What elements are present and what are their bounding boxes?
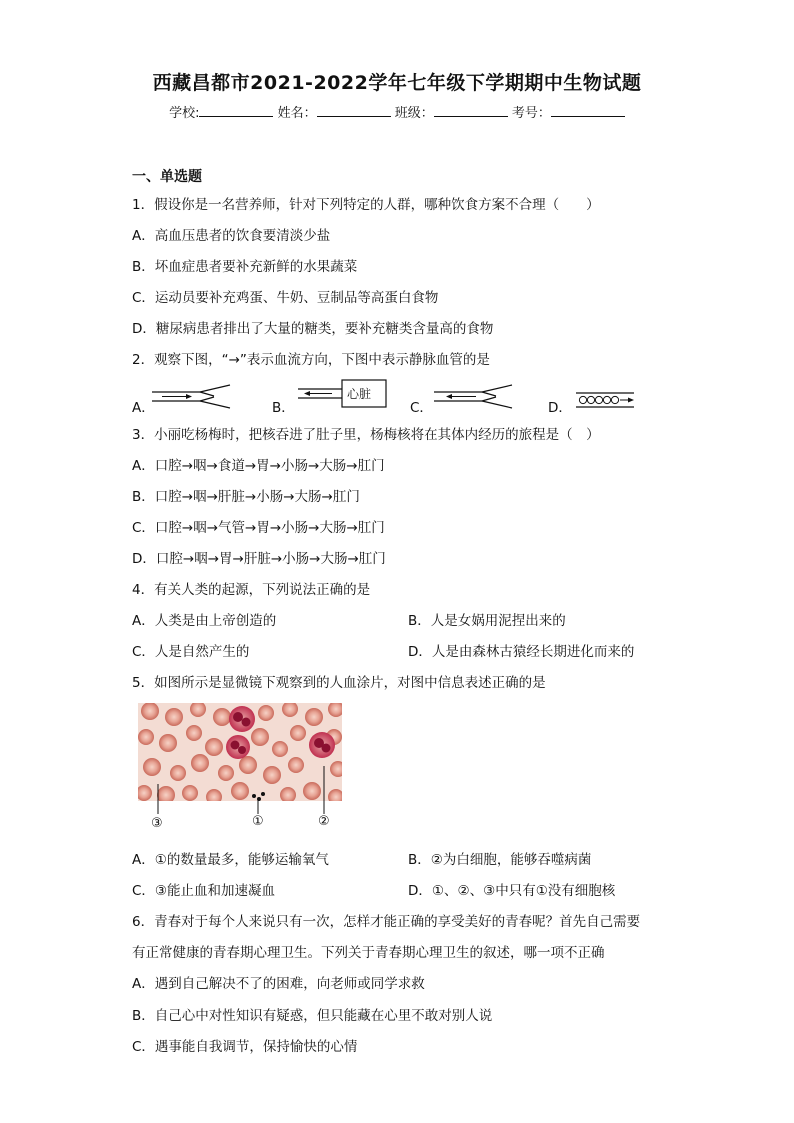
q2-stem: 2．观察下图，“→”表示血流方向，下图中表示静脉血管的是 bbox=[132, 352, 490, 368]
student-info-line bbox=[0, 102, 794, 121]
q4-option-a: A．人类是由上帝创造的 bbox=[132, 613, 277, 629]
exam-number-label: 考号： bbox=[511, 106, 551, 121]
q6-option-c: C．遇事能自我调节，保持愉快的心情 bbox=[132, 1039, 358, 1055]
q2-label-b: B． bbox=[272, 400, 295, 416]
q2-label-d: D． bbox=[548, 400, 572, 416]
vessel-diagram-d bbox=[574, 390, 638, 410]
callout-3: ③ bbox=[151, 816, 163, 831]
q4-stem: 4．有关人类的起源，下列说法正确的是 bbox=[132, 582, 371, 598]
q6-stem-line2: 有正常健康的青春期心理卫生。下列关于青春期心理卫生的叙述，哪一项不正确 bbox=[132, 945, 605, 961]
q4-option-c: C．人是自然产生的 bbox=[132, 644, 250, 660]
q2-label-c: C． bbox=[410, 400, 433, 416]
q1-option-b: B．坏血症患者要补充新鲜的水果蔬菜 bbox=[132, 259, 358, 275]
q1-option-a: A．高血压患者的饮食要清淡少盐 bbox=[132, 228, 331, 244]
q5-option-d: D．①、②、③中只有①没有细胞核 bbox=[408, 883, 616, 899]
page-title: 西藏昌都市2021-2022学年七年级下学期期中生物试题 bbox=[152, 72, 642, 94]
class-label: 班级： bbox=[394, 106, 434, 121]
q3-option-a: A．口腔→咽→食道→胃→小肠→大肠→肛门 bbox=[132, 458, 385, 474]
q3-option-b: B．口腔→咽→肝脏→小肠→大肠→肛门 bbox=[132, 489, 360, 505]
callout-lines bbox=[138, 760, 342, 816]
school-blank[interactable] bbox=[199, 104, 273, 117]
q5-stem: 5．如图所示是显微镜下观察到的人血涂片，对图中信息表述正确的是 bbox=[132, 675, 546, 691]
q2-label-a: A． bbox=[132, 400, 155, 416]
q4-option-d: D．人是由森林古猿经长期进化而来的 bbox=[408, 644, 635, 660]
q5-option-a: A．①的数量最多，能够运输氧气 bbox=[132, 852, 329, 868]
heart-label: 心脏 bbox=[347, 387, 372, 401]
q5-option-b: B．②为白细胞，能够吞噬病菌 bbox=[408, 852, 592, 868]
name-label: 姓名： bbox=[277, 106, 317, 121]
q1-option-d: D．糖尿病患者排出了大量的糖类，要补充糖类含量高的食物 bbox=[132, 321, 494, 337]
q3-stem: 3．小丽吃杨梅时，把核吞进了肚子里，杨梅核将在其体内经历的旅程是（ ） bbox=[132, 427, 600, 443]
school-label: 学校: bbox=[169, 106, 200, 121]
q5-option-c: C．③能止血和加速凝血 bbox=[132, 883, 276, 899]
callout-1: ① bbox=[252, 814, 264, 829]
exam-number-blank[interactable] bbox=[551, 104, 625, 117]
name-blank[interactable] bbox=[317, 104, 391, 117]
class-blank[interactable] bbox=[434, 104, 508, 117]
q6-option-a: A．遇到自己解决不了的困难，向老师或同学求救 bbox=[132, 976, 425, 992]
q4-option-b: B．人是女娲用泥捏出来的 bbox=[408, 613, 566, 629]
callout-2: ② bbox=[318, 814, 330, 829]
q6-option-b: B．自己心中对性知识有疑惑，但只能藏在心里不敢对别人说 bbox=[132, 1008, 493, 1024]
q1-option-c: C．运动员要补充鸡蛋、牛奶、豆制品等高蛋白食物 bbox=[132, 290, 439, 306]
q1-stem: 1．假设你是一名营养师，针对下列特定的人群，哪种饮食方案不合理（ ） bbox=[132, 197, 600, 213]
q3-option-c: C．口腔→咽→气管→胃→小肠→大肠→肛门 bbox=[132, 520, 385, 536]
vessel-diagram-c bbox=[432, 384, 518, 410]
section-heading: 一、单选题 bbox=[132, 169, 202, 185]
q6-stem-line1: 6．青春对于每个人来说只有一次，怎样才能正确的享受美好的青春呢？首先自己需要 bbox=[132, 914, 641, 930]
vessel-diagram-b bbox=[296, 378, 392, 410]
q3-option-d: D．口腔→咽→胃→肝脏→小肠→大肠→肛门 bbox=[132, 551, 386, 567]
vessel-diagram-a bbox=[150, 384, 236, 410]
